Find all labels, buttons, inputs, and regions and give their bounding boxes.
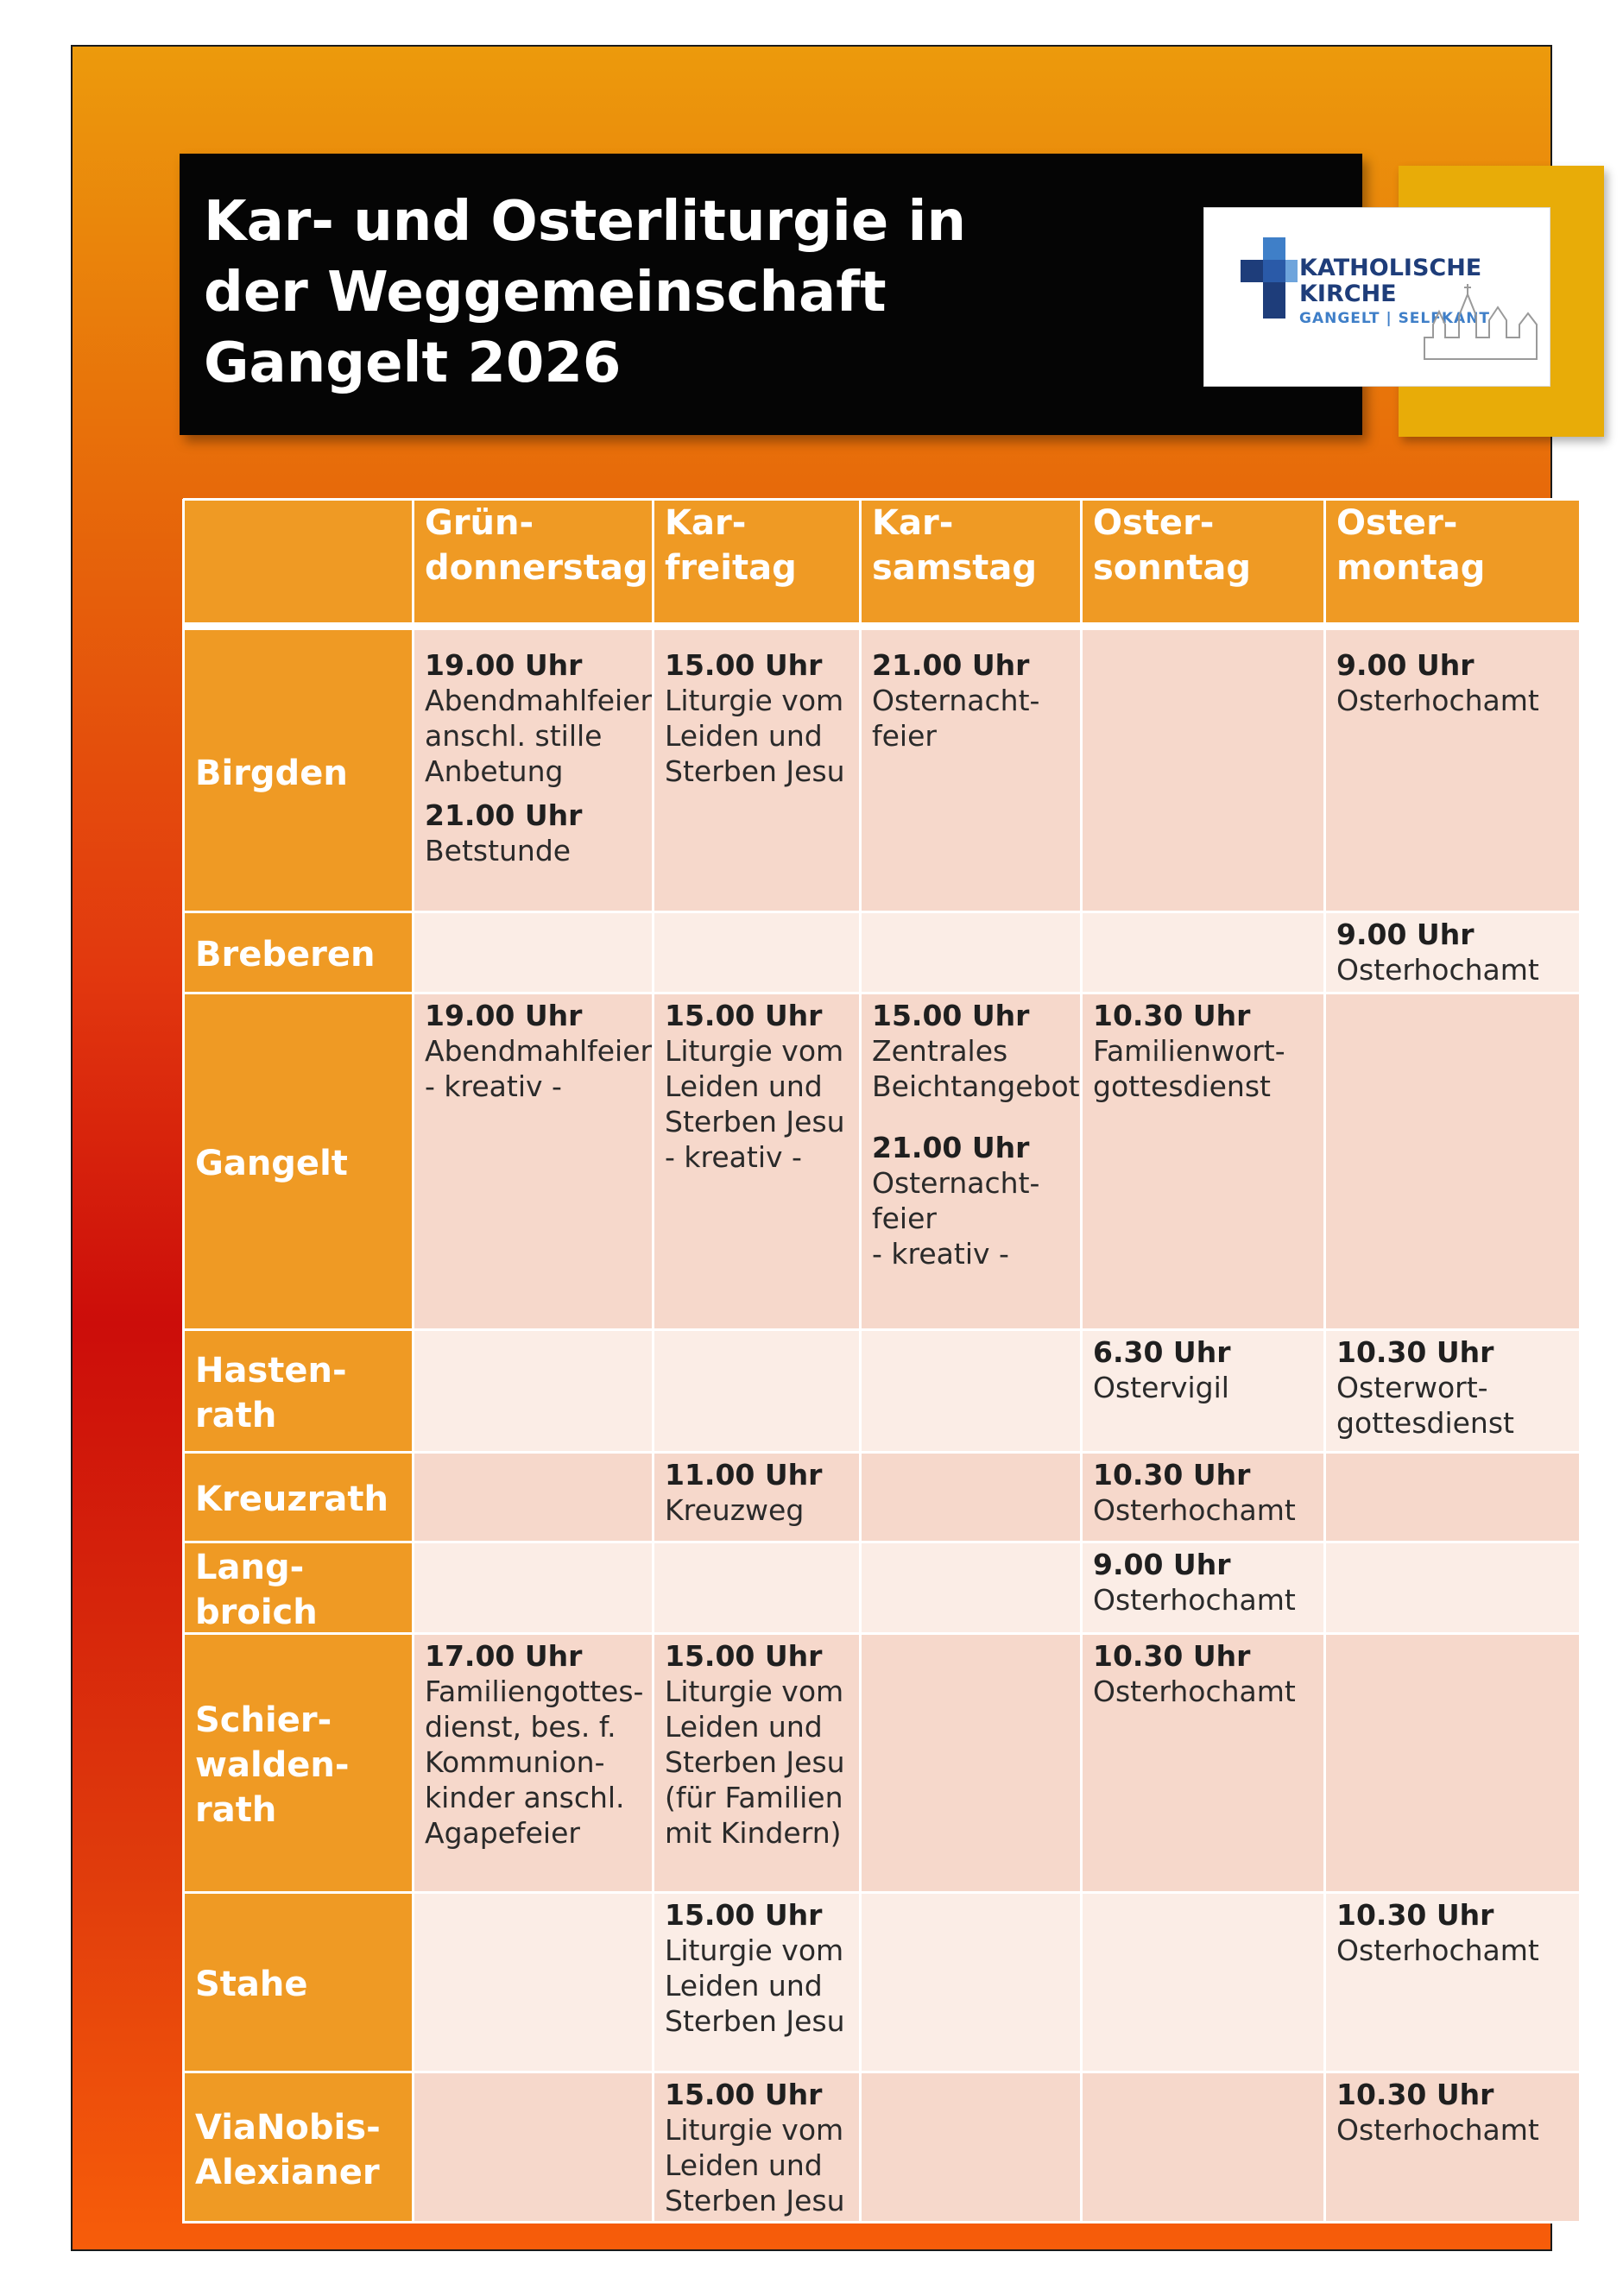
event-text: - kreativ - bbox=[665, 1140, 802, 1174]
event-text: Osternacht- bbox=[872, 1166, 1040, 1200]
event-time: 10.30 Uhr bbox=[1093, 1458, 1251, 1492]
schedule-cell bbox=[413, 993, 653, 1329]
event-time: 21.00 Uhr bbox=[872, 1131, 1030, 1164]
row-label-text bbox=[195, 751, 348, 796]
row-label-lang-broich bbox=[183, 1542, 413, 1633]
event-text: (für Familien bbox=[665, 1781, 843, 1814]
schedule-cell bbox=[1324, 630, 1582, 911]
event-time: 15.00 Uhr bbox=[665, 999, 823, 1032]
logo-text-line-2: KIRCHE bbox=[1299, 281, 1397, 307]
schedule-cell bbox=[1324, 911, 1582, 993]
event-text: Beichtangebot bbox=[872, 1069, 1080, 1103]
grid-line-horizontal bbox=[183, 498, 1582, 501]
row-label-text bbox=[195, 1545, 318, 1635]
event-text: gottesdienst bbox=[1093, 1069, 1271, 1103]
event-time: 21.00 Uhr bbox=[872, 648, 1030, 682]
event-text: Anbetung bbox=[425, 754, 564, 788]
event-time: 19.00 Uhr bbox=[425, 999, 583, 1032]
schedule-cell bbox=[1324, 993, 1582, 1329]
row-label-text bbox=[195, 2105, 381, 2195]
row-label-line: Stahe bbox=[195, 1965, 308, 2004]
row-label-line: Gangelt bbox=[195, 1144, 348, 1183]
event-text: Liturgie vom bbox=[665, 684, 844, 717]
schedule-cell bbox=[653, 1633, 860, 1892]
event-text: Liturgie vom bbox=[665, 1675, 844, 1708]
event-time: 15.00 Uhr bbox=[665, 648, 823, 682]
schedule-cell bbox=[1324, 1542, 1582, 1633]
row-label-kreuzrath bbox=[183, 1452, 413, 1542]
header-line: Oster- bbox=[1093, 503, 1215, 543]
schedule-cell bbox=[413, 1542, 653, 1633]
schedule-cell bbox=[1081, 1633, 1324, 1892]
event-time: 17.00 Uhr bbox=[425, 1639, 583, 1673]
event-text: Osterhochamt bbox=[1336, 684, 1539, 717]
logo-text-line-3: GANGELT | SELFKANT bbox=[1299, 310, 1491, 327]
schedule-cell bbox=[1324, 2072, 1582, 2223]
schedule-cell bbox=[1081, 993, 1324, 1329]
header-corner bbox=[183, 499, 413, 623]
event-text: Leiden und bbox=[665, 1069, 823, 1103]
grid-line-horizontal bbox=[183, 992, 1582, 994]
event-text: Agapefeier bbox=[425, 1816, 580, 1850]
row-label-text bbox=[195, 1141, 348, 1186]
schedule-cell bbox=[860, 911, 1081, 993]
event-text: Sterben Jesu bbox=[665, 754, 845, 788]
event-text: Kreuzweg bbox=[665, 1493, 805, 1527]
header-kar-freitag bbox=[653, 499, 860, 623]
schedule-cell bbox=[1324, 1892, 1582, 2072]
event-text: Liturgie vom bbox=[665, 2113, 844, 2147]
schedule-cell bbox=[653, 911, 860, 993]
event-text: Osterhochamt bbox=[1336, 953, 1539, 987]
event-text: Leiden und bbox=[665, 1969, 823, 2003]
schedule-cell bbox=[653, 1892, 860, 2072]
schedule-cell bbox=[1081, 1542, 1324, 1633]
church-skyline-icon bbox=[1420, 277, 1550, 363]
header-line: samstag bbox=[872, 548, 1038, 588]
event-time: 6.30 Uhr bbox=[1093, 1335, 1231, 1369]
church-logo bbox=[1203, 207, 1550, 387]
schedule-cell bbox=[1081, 2072, 1324, 2223]
grid-line-horizontal bbox=[183, 1891, 1582, 1894]
schedule-cell bbox=[1081, 911, 1324, 993]
event-time: 15.00 Uhr bbox=[665, 1898, 823, 1932]
event-text: Osterhochamt bbox=[1336, 2113, 1539, 2147]
schedule-cell bbox=[1324, 1452, 1582, 1542]
grid-line-horizontal bbox=[183, 2071, 1582, 2073]
schedule-cell bbox=[413, 1452, 653, 1542]
header-gr-n-donnerstag bbox=[413, 499, 653, 623]
grid-line-vertical bbox=[182, 499, 185, 2223]
grid-line-horizontal bbox=[183, 1632, 1582, 1635]
header-line: freitag bbox=[665, 548, 797, 588]
event-time: 9.00 Uhr bbox=[1336, 918, 1475, 951]
schedule-cell bbox=[413, 630, 653, 911]
event-text: Familiengottes- bbox=[425, 1675, 644, 1708]
event-text: dienst, bes. f. bbox=[425, 1710, 616, 1744]
event-spacer bbox=[872, 1104, 1070, 1130]
event-text: Sterben Jesu bbox=[665, 2004, 845, 2038]
event-text: Abendmahlfeier bbox=[425, 1034, 653, 1068]
event-time: 10.30 Uhr bbox=[1093, 999, 1251, 1032]
schedule-cell bbox=[653, 1329, 860, 1452]
event-text: Osterwort- bbox=[1336, 1371, 1488, 1404]
schedule-cell bbox=[1081, 1452, 1324, 1542]
schedule-cell bbox=[653, 1452, 860, 1542]
event-time: 10.30 Uhr bbox=[1093, 1639, 1251, 1673]
grid-line-horizontal bbox=[183, 911, 1582, 913]
row-label-stahe bbox=[183, 1892, 413, 2072]
grid-line-vertical bbox=[859, 499, 862, 2223]
title-box bbox=[180, 154, 1362, 435]
row-label-line: ViaNobis- bbox=[195, 2108, 381, 2148]
event-text: kinder anschl. bbox=[425, 1781, 625, 1814]
schedule-cell bbox=[860, 1892, 1081, 2072]
schedule-cell bbox=[1324, 1633, 1582, 1892]
event-text: - kreativ - bbox=[872, 1237, 1009, 1271]
schedule-cell bbox=[860, 993, 1081, 1329]
schedule-cell bbox=[653, 630, 860, 911]
event-text: Abendmahlfeier bbox=[425, 684, 653, 717]
grid-line-vertical bbox=[1323, 499, 1326, 2223]
header-kar-samstag bbox=[860, 499, 1081, 623]
event-time: 15.00 Uhr bbox=[872, 999, 1030, 1032]
event-time: 9.00 Uhr bbox=[1093, 1548, 1231, 1581]
header-line: donnerstag bbox=[425, 548, 648, 588]
header-line: Grün- bbox=[425, 503, 534, 543]
schedule-cell bbox=[413, 1633, 653, 1892]
event-time: 19.00 Uhr bbox=[425, 648, 583, 682]
row-label-breberen bbox=[183, 911, 413, 993]
event-text: Sterben Jesu bbox=[665, 1105, 845, 1139]
header-oster-sonntag bbox=[1081, 499, 1324, 623]
row-label-text bbox=[195, 1477, 388, 1522]
event-text: mit Kindern) bbox=[665, 1816, 842, 1850]
title-line-3: Gangelt 2026 bbox=[204, 331, 622, 395]
row-label-text bbox=[195, 932, 375, 977]
event-text: Osternacht- bbox=[872, 684, 1040, 717]
event-time: 10.30 Uhr bbox=[1336, 2078, 1494, 2111]
event-text: Osterhochamt bbox=[1336, 1933, 1539, 1967]
event-time: 11.00 Uhr bbox=[665, 1458, 823, 1492]
row-label-line: Hasten- bbox=[195, 1351, 347, 1391]
event-text: Sterben Jesu bbox=[665, 2184, 845, 2217]
event-text: feier bbox=[872, 1202, 937, 1235]
event-text: anschl. stille bbox=[425, 719, 603, 753]
title-line-1: Kar- und Osterliturgie in bbox=[204, 190, 966, 254]
schedule-cell bbox=[1081, 1892, 1324, 2072]
grid-line-horizontal bbox=[183, 1451, 1582, 1454]
grid-line-vertical bbox=[652, 499, 654, 2223]
row-label-line: Kreuzrath bbox=[195, 1479, 388, 1519]
header-line: Oster- bbox=[1336, 503, 1458, 543]
event-text: Ostervigil bbox=[1093, 1371, 1229, 1404]
grid-line-horizontal bbox=[183, 1328, 1582, 1331]
event-text: Zentrales bbox=[872, 1034, 1008, 1068]
row-label-line: Schier- bbox=[195, 1700, 332, 1740]
schedule-cell bbox=[860, 630, 1081, 911]
event-text: Leiden und bbox=[665, 719, 823, 753]
row-label-text bbox=[195, 1348, 347, 1438]
event-text: Osterhochamt bbox=[1093, 1583, 1296, 1617]
event-time: 15.00 Uhr bbox=[665, 1639, 823, 1673]
schedule-cell bbox=[860, 1542, 1081, 1633]
grid-line-horizontal bbox=[183, 622, 1582, 630]
event-spacer bbox=[425, 789, 642, 798]
schedule-cell bbox=[1081, 630, 1324, 911]
schedule-cell bbox=[413, 2072, 653, 2223]
row-label-line: Alexianer bbox=[195, 2153, 380, 2192]
grid-line-horizontal bbox=[183, 1541, 1582, 1543]
event-text: feier bbox=[872, 719, 937, 753]
grid-line-vertical bbox=[1579, 499, 1582, 2223]
header-line: montag bbox=[1336, 548, 1486, 588]
schedule-cell bbox=[860, 2072, 1081, 2223]
schedule-cell bbox=[1081, 1329, 1324, 1452]
row-label-vianobis-alexianer bbox=[183, 2072, 413, 2223]
schedule-cell bbox=[1324, 1329, 1582, 1452]
schedule-cell bbox=[413, 1329, 653, 1452]
event-time: 15.00 Uhr bbox=[665, 2078, 823, 2111]
grid-line-vertical bbox=[1080, 499, 1083, 2223]
event-text: Leiden und bbox=[665, 2148, 823, 2182]
row-label-hasten-rath bbox=[183, 1329, 413, 1452]
row-label-line: Breberen bbox=[195, 935, 376, 975]
event-text: Leiden und bbox=[665, 1710, 823, 1744]
row-label-schier-walden-rath bbox=[183, 1633, 413, 1892]
event-text: Osterhochamt bbox=[1093, 1493, 1296, 1527]
grid-line-vertical bbox=[412, 499, 414, 2223]
schedule-cell bbox=[860, 1329, 1081, 1452]
row-label-line: rath bbox=[195, 1790, 277, 1830]
row-label-line: Lang- bbox=[195, 1548, 305, 1587]
event-text: Betstunde bbox=[425, 834, 572, 867]
schedule-cell bbox=[653, 993, 860, 1329]
poster bbox=[71, 45, 1552, 2251]
row-label-text bbox=[195, 1962, 308, 2007]
event-text: Familienwort- bbox=[1093, 1034, 1285, 1068]
title-line-2: der Weggemeinschaft bbox=[204, 261, 887, 325]
grid-line-horizontal bbox=[183, 2221, 1582, 2223]
header-line: Kar- bbox=[872, 503, 954, 543]
header-line: Kar- bbox=[665, 503, 747, 543]
schedule-cell bbox=[413, 1892, 653, 2072]
event-text: Liturgie vom bbox=[665, 1034, 844, 1068]
row-label-line: rath bbox=[195, 1396, 277, 1435]
event-time: 9.00 Uhr bbox=[1336, 648, 1475, 682]
row-label-birgden bbox=[183, 630, 413, 911]
event-text: - kreativ - bbox=[425, 1069, 562, 1103]
schedule-cell bbox=[653, 1542, 860, 1633]
event-text: gottesdienst bbox=[1336, 1406, 1514, 1440]
event-text: Sterben Jesu bbox=[665, 1745, 845, 1779]
event-text: Kommunion- bbox=[425, 1745, 605, 1779]
schedule-cell bbox=[413, 911, 653, 993]
row-label-text bbox=[195, 1698, 350, 1832]
header-oster-montag bbox=[1324, 499, 1582, 623]
schedule-cell bbox=[653, 2072, 860, 2223]
row-label-gangelt bbox=[183, 993, 413, 1329]
event-text: Osterhochamt bbox=[1093, 1675, 1296, 1708]
event-text: Liturgie vom bbox=[665, 1933, 844, 1967]
logo-text-line-1: KATHOLISCHE bbox=[1299, 255, 1482, 281]
header-line: sonntag bbox=[1093, 548, 1251, 588]
row-label-line: Birgden bbox=[195, 754, 348, 793]
schedule-cell bbox=[860, 1452, 1081, 1542]
event-time: 10.30 Uhr bbox=[1336, 1898, 1494, 1932]
row-label-line: walden- bbox=[195, 1745, 350, 1785]
event-time: 10.30 Uhr bbox=[1336, 1335, 1494, 1369]
row-label-line: broich bbox=[195, 1593, 318, 1632]
schedule-cell bbox=[860, 1633, 1081, 1892]
event-time: 21.00 Uhr bbox=[425, 798, 583, 832]
